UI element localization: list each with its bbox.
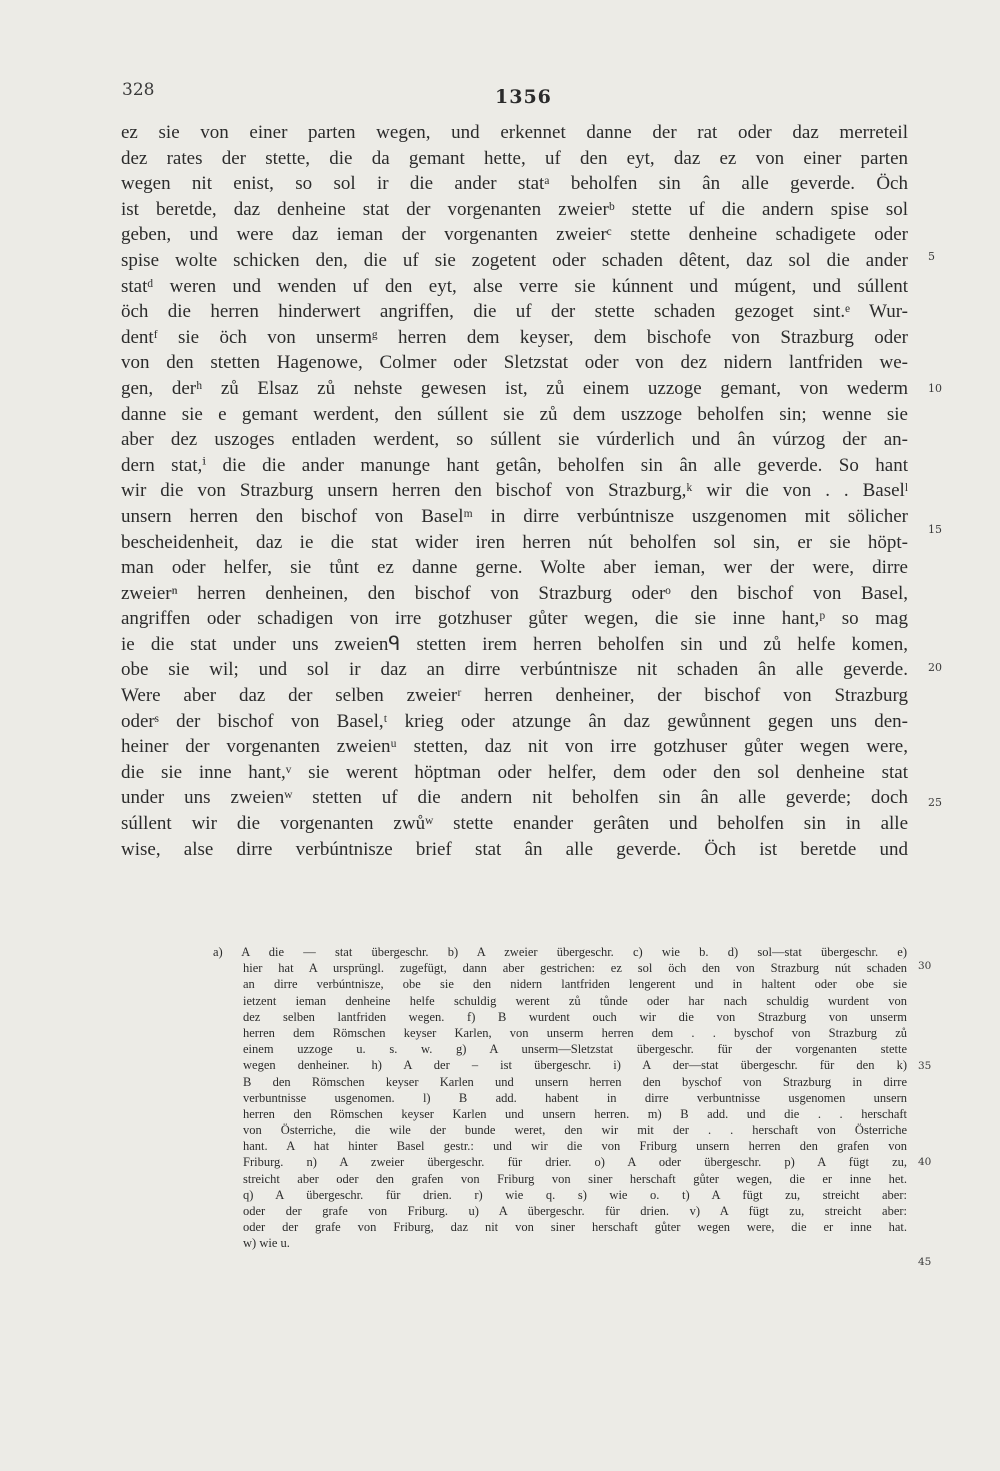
- footnote-line: q) A übergeschr. für drien. r) wie q. s) wie o. t) A fügt zu, streicht aber:: [243, 1187, 907, 1202]
- footnote-line: herren dem Römschen keyser Karlen, von unserm herren dem . . byschof von Strazburg zů: [243, 1025, 907, 1040]
- footnote-line: einem uzzoge u. s. w. g) A unserm—Sletzstat übergeschr. für der vorgenanten stette: [243, 1042, 907, 1057]
- page-heading-year: 1356: [495, 86, 552, 108]
- footnote-line: oder der grafe von Friburg, daz nit von siner herschaft gůter wegen were, die er inne hat.: [243, 1220, 907, 1235]
- text-line: von den stetten Hagenowe, Colmer oder Sletzstat oder von dez nidern lantfriden we-: [121, 352, 908, 374]
- text-line: unsern herren den bischof von Baselᵐ in dirre verbúntnisze uszgenomen mit sölicher: [121, 505, 908, 527]
- text-line: wegen nit enist, so sol ir die ander statᵃ beholfen sin ân alle geverde. Öch: [121, 173, 908, 195]
- text-line: öch die herren hinderwert angriffen, die uf der stette schaden gezoget sint.ᵉ Wur-: [121, 301, 908, 323]
- text-line: obe sie wil; und sol ir daz an dirre verbúntnisze nit schaden ân alle geverde.: [121, 659, 908, 681]
- page-number: 328: [122, 80, 155, 100]
- text-line: ie die stat under uns zweienᑫ stetten irem herren beholfen sin und zů helfe komen,: [121, 633, 908, 655]
- text-line: dern stat,ⁱ die die ander manunge hant getân, beholfen sin ân alle geverde. So hant: [121, 454, 908, 476]
- text-line: bescheidenheit, daz ie die stat wider iren herren nút beholfen sol sin, er sie höpt-: [121, 531, 908, 553]
- text-line: spise wolte schicken den, die uf sie zogetent oder schaden dêtent, daz sol die ander: [121, 249, 908, 271]
- line-number: 5: [928, 250, 935, 263]
- footnote-line: dez selben lantfriden wegen. f) B wurdent ouch wir die von Strazburg von unserm: [243, 1009, 907, 1024]
- text-line: dez rates der stette, die da gemant hette, uf den eyt, daz ez von einer parten: [121, 147, 908, 169]
- footnote-line: B den Römschen keyser Karlen und unsern herren den byschof von Strazburg in dirre: [243, 1074, 907, 1089]
- line-number: 25: [928, 796, 942, 809]
- text-line: súllent wir die vorgenanten zwůʷ stette enander gerâten und beholfen sin in alle: [121, 813, 908, 835]
- footnote-line: verbuntnisse usgenomen. l) B add. habent in dirre verbuntnisse usgenomen unsern: [243, 1090, 907, 1105]
- footnote-line: wegen denheiner. h) A der – ist übergeschr. i) A der—stat übergeschr. für den k): [243, 1058, 907, 1073]
- line-number: 15: [928, 523, 942, 536]
- text-line: statᵈ weren und wenden uf den eyt, alse verre sie kúnnent und múgent, und súllent: [121, 275, 908, 297]
- text-line: die sie inne hant,ᵛ sie werent höptman oder helfer, dem oder den sol denheine stat: [121, 761, 908, 783]
- line-number: 20: [928, 661, 942, 674]
- text-line: under uns zweienʷ stetten uf die andern nit beholfen sin ân alle geverde; doch: [121, 787, 908, 809]
- footnote-line: von Österriche, die wile der bunde weret, den wir mit der . . herschaft von Österriche: [243, 1123, 907, 1138]
- text-line: ez sie von einer parten wegen, und erkennet danne der rat oder daz merreteil: [121, 122, 908, 143]
- footnote-line-number: 40: [918, 1156, 932, 1168]
- footnote-line: Friburg. n) A zweier übergeschr. für drier. o) A oder übergeschr. p) A fügt zu,: [243, 1155, 907, 1170]
- line-number: 10: [928, 382, 942, 395]
- text-line: man oder helfer, sie tůnt ez danne gerne. Wolte aber ieman, wer der were, dirre: [121, 557, 908, 579]
- footnotes: [213, 944, 907, 1252]
- text-line: zweierⁿ herren denheinen, den bischof von Strazburg oderᵒ den bischof von Basel,: [121, 582, 908, 604]
- footnote-line: hier hat A ursprüngl. zugefügt, dann aber gestrichen: ez sol öch den von Strazburg nút schaden: [243, 961, 907, 976]
- text-line: angriffen oder schadigen von irre gotzhuser gůter wegen, die sie inne hant,ᵖ so mag: [121, 608, 908, 630]
- footnote-line: streicht aber oder den grafen von Friburg von siner herschaft gůter wegen, die er inne het.: [243, 1171, 907, 1186]
- footnote-line: hant. A hat hinter Basel gestr.: und wir die von Friburg unsern herren den grafen von: [243, 1139, 907, 1154]
- text-line: dentᶠ sie öch von unsermᵍ herren dem keyser, dem bischofe von Strazburg oder: [121, 326, 908, 348]
- footnote-line: oder der grafe von Friburg. u) A übergeschr. für drien. v) A fügt zu, streicht aber:: [243, 1204, 907, 1218]
- text-line: ist beretde, daz denheine stat der vorgenanten zweierᵇ stette uf die andern spise sol: [121, 198, 908, 220]
- footnote-line-number: 35: [918, 1060, 932, 1072]
- footnote-line: an dirre verbúntnisze, obe sie den nidern lantfriden lengerent und in haltent oder obe sie: [243, 977, 907, 992]
- text-line: oderˢ der bischof von Basel,ᵗ krieg oder atzunge ân daz gewůnnent gegen uns den-: [121, 710, 908, 732]
- footnote-line: herren den Römschen keyser Karlen und unsern herren. m) B add. und die . . herschaft: [243, 1106, 907, 1121]
- footnote-line: w) wie u.: [243, 1236, 290, 1251]
- text-line: Were aber daz der selben zweierʳ herren denheiner, der bischof von Strazburg: [121, 685, 908, 707]
- text-line: wise, alse dirre verbúntnisze brief stat ân alle geverde. Öch ist beretde und: [121, 838, 908, 860]
- text-line: gen, derʰ zů Elsaz zů nehste gewesen ist, zů einem uzzoge gemant, von wederm: [121, 377, 908, 399]
- footnote-line: a) A die — stat übergeschr. b) A zweier übergeschr. c) wie b. d) sol—stat übergeschr. e): [213, 945, 907, 959]
- text-line: danne sie e gemant werdent, den súllent sie zů dem uszzoge beholfen sin; wenne sie: [121, 403, 908, 425]
- text-line: aber dez uszoges entladen werdent, so súllent sie vúrderlich und ân vúrzog der an-: [121, 429, 908, 451]
- footnote-line: ietzent ieman denheine helfe schuldig werent zů tůnde oder har nach schuldig wurdent von: [243, 993, 907, 1008]
- main-text: [121, 120, 908, 862]
- text-line: geben, und were daz ieman der vorgenanten zweierᶜ stette denheine schadigete oder: [121, 224, 908, 246]
- text-line: wir die von Strazburg unsern herren den bischof von Strazburg,ᵏ wir die von . . Baselˡ: [121, 480, 908, 502]
- footnote-line-number: 45: [918, 1256, 932, 1268]
- footnote-line-number: 30: [918, 960, 932, 972]
- text-line: heiner der vorgenanten zweienᵘ stetten, daz nit von irre gotzhuser gůter wegen were,: [121, 736, 908, 758]
